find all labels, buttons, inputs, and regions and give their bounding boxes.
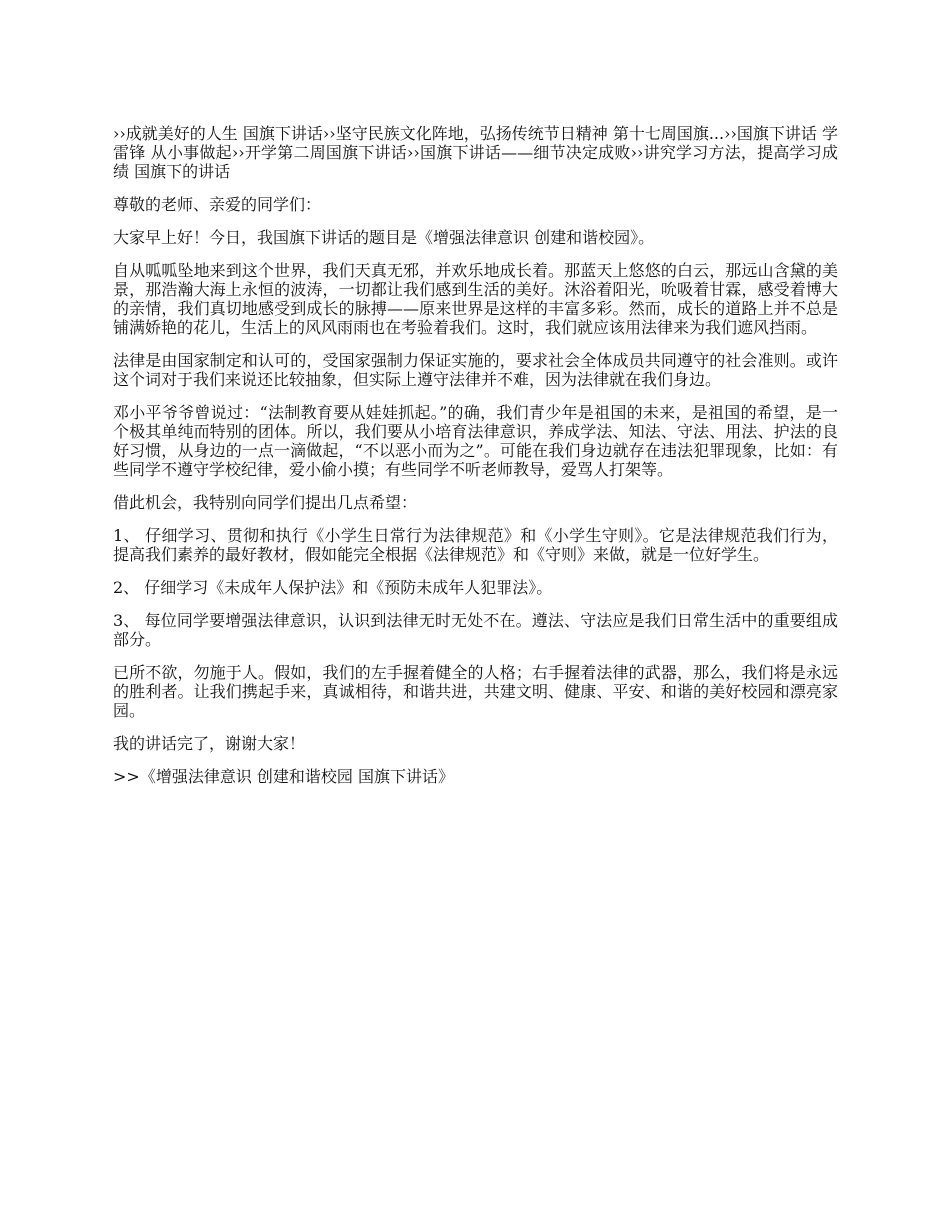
- document-body: [113, 124, 838, 800]
- hope-item-3: 3、 每位同学要增强法律意识，认识到法律无时无处不在。遵法、守法应是我们日常生活中的重要组成部分。: [113, 611, 838, 649]
- greeting: 尊敬的老师、亲爱的同学们：: [113, 195, 322, 214]
- hope-item-2: 2、 仔细学习《未成年人保护法》和《预防未成年人犯罪法》。: [113, 578, 553, 597]
- closing-thanks: 我的讲话完了，谢谢大家！: [113, 734, 306, 753]
- footer-link[interactable]: >>《增强法律意识 创建和谐校园 国旗下讲话》: [113, 767, 454, 786]
- hope-item-1: 1、 仔细学习、贯彻和执行《小学生日常行为法律规范》和《小学生守则》。它是法律规范我们行为，提高我们素养的最好教材，假如能完全根据《法律规范》和《守则》来做，就是一位好学生。: [113, 526, 838, 564]
- paragraph-closing-appeal: 已所不欲，勿施于人。假如，我们的左手握着健全的人格；右手握着法律的武器，那么，我们将是永远的胜利者。让我们携起手来，真诚相待，和谐共进，共建文明、健康、平安、和谐的美好校园和漂亮家园。: [113, 663, 838, 720]
- related-links[interactable]: ››成就美好的人生 国旗下讲话››坚守民族文化阵地，弘扬传统节日精神 第十七周国旗...››国旗下讲话 学雷锋 从小事做起››开学第二周国旗下讲话››国旗下讲话——细节决定成败››讲究学习方法，提高学习成绩 国旗下的讲话: [113, 124, 838, 181]
- paragraph-law-definition: 法律是由国家制定和认可的，受国家强制力保证实施的，要求社会全体成员共同遵守的社会准则。或许这个词对于我们来说还比较抽象，但实际上遵守法律并不难，因为法律就在我们身边。: [113, 351, 838, 389]
- opening-line: 大家早上好！今日，我国旗下讲话的题目是《增强法律意识 创建和谐校园》。: [113, 228, 655, 247]
- paragraph-hopes-intro: 借此机会，我特别向同学们提出几点希望：: [113, 493, 418, 512]
- paragraph-growth: 自从呱呱坠地来到这个世界，我们天真无邪，并欢乐地成长着。那蓝天上悠悠的白云，那远山含黛的美景，那浩瀚大海上永恒的波涛，一切都让我们感到生活的美好。沐浴着阳光，吮吸着甘霖，感受着博大的亲情，我们真切地感受到成长的脉搏——原来世界是这样的丰富多彩。然而，成长的道路上并不总是铺满娇艳的花儿，生活上的风风雨雨也在考验着我们。这时，我们就应该用法律来为我们遮风挡雨。: [113, 261, 838, 337]
- paragraph-deng-quote: 邓小平爷爷曾说过：“法制教育要从娃娃抓起。”的确，我们青少年是祖国的未来，是祖国的希望，是一个极其单纯而特别的团体。所以，我们要从小培育法律意识，养成学法、知法、守法、用法、护法的良好习惯，从身边的一点一滴做起，“不以恶小而为之”。可能在我们身边就存在违法犯罪现象，比如：有些同学不遵守学校纪律，爱小偷小摸；有些同学不听老师教导，爱骂人打架等。: [113, 403, 838, 479]
